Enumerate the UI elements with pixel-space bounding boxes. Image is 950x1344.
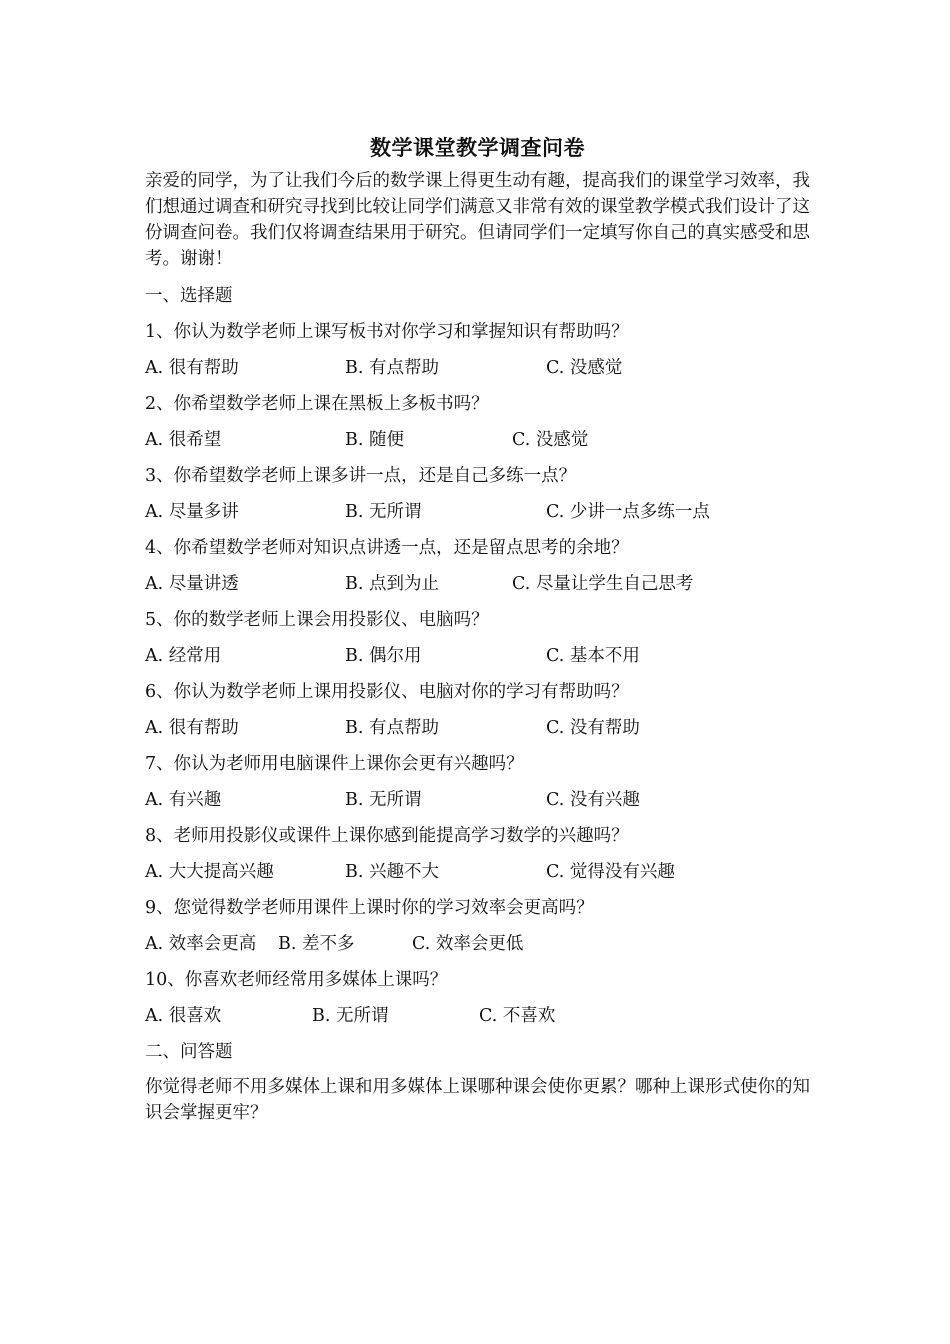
question-text: 7、你认为老师用电脑课件上课你会更有兴趣吗？ bbox=[145, 754, 524, 774]
option-c: C. 少讲一点多练一点 bbox=[546, 502, 710, 522]
options-row bbox=[145, 998, 810, 1034]
option-a: A. 很喜欢 bbox=[145, 1006, 222, 1026]
option-a: A. 很希望 bbox=[145, 430, 222, 450]
question-block-4 bbox=[145, 530, 810, 602]
question-text: 1、你认为数学老师上课写板书对你学习和掌握知识有帮助吗？ bbox=[145, 322, 629, 342]
option-c: C. 没感觉 bbox=[512, 430, 589, 450]
option-c: C. 没有兴趣 bbox=[546, 790, 640, 810]
question-block-1 bbox=[145, 314, 810, 386]
question-block-10 bbox=[145, 962, 810, 1034]
option-a: A. 尽量讲透 bbox=[145, 574, 239, 594]
intro-paragraph: 亲爱的同学，为了让我们今后的数学课上得更生动有趣，提高我们的课堂学习效率，我们想通过调查和研究寻找到比较让同学们满意又非常有效的课堂教学模式我们设计了这份调查问卷。我们仅将调查结果用于研究。但请同学们一定填写你自己的真实感受和思考。谢谢！ bbox=[145, 171, 810, 269]
survey-document bbox=[145, 128, 810, 1126]
option-b: B. 点到为止 bbox=[345, 574, 439, 594]
options-row bbox=[145, 350, 810, 386]
options-row bbox=[145, 926, 810, 962]
option-b: B. 有点帮助 bbox=[345, 358, 439, 378]
option-b: B. 无所谓 bbox=[312, 1006, 389, 1026]
question-block-9 bbox=[145, 890, 810, 962]
question-block-3 bbox=[145, 458, 810, 530]
option-a: A. 效率会更高 bbox=[145, 934, 257, 954]
question-text: 5、你的数学老师上课会用投影仪、电脑吗？ bbox=[145, 610, 489, 630]
option-a: A. 经常用 bbox=[145, 646, 222, 666]
option-b: B. 兴趣不大 bbox=[345, 862, 439, 882]
option-a: A. 很有帮助 bbox=[145, 718, 239, 738]
option-a: A. 有兴趣 bbox=[145, 790, 222, 810]
option-c: C. 尽量让学生自己思考 bbox=[512, 574, 694, 594]
option-b: B. 有点帮助 bbox=[345, 718, 439, 738]
question-text: 10、你喜欢老师经常用多媒体上课吗？ bbox=[145, 970, 448, 990]
options-row bbox=[145, 494, 810, 530]
question-text: 8、老师用投影仪或课件上课你感到能提高学习数学的兴趣吗？ bbox=[145, 826, 629, 846]
option-c: C. 不喜欢 bbox=[479, 1006, 556, 1026]
question-text: 4、你希望数学老师对知识点讲透一点，还是留点思考的余地？ bbox=[145, 538, 629, 558]
option-a: A. 大大提高兴趣 bbox=[145, 862, 274, 882]
question-block-2 bbox=[145, 386, 810, 458]
option-b: B. 无所谓 bbox=[345, 502, 422, 522]
question-block-6 bbox=[145, 674, 810, 746]
option-a: A. 很有帮助 bbox=[145, 358, 239, 378]
question-text: 6、你认为数学老师上课用投影仪、电脑对你的学习有帮助吗？ bbox=[145, 682, 629, 702]
question-text: 3、你希望数学老师上课多讲一点，还是自己多练一点？ bbox=[145, 466, 577, 486]
options-row bbox=[145, 782, 810, 818]
options-row bbox=[145, 854, 810, 890]
option-c: C. 没有帮助 bbox=[546, 718, 640, 738]
option-b: B. 随便 bbox=[345, 430, 404, 450]
option-c: C. 觉得没有兴趣 bbox=[546, 862, 675, 882]
section-heading-choice: 一、选择题 bbox=[145, 286, 233, 306]
option-b: B. 偶尔用 bbox=[345, 646, 422, 666]
question-block-5 bbox=[145, 602, 810, 674]
question-block-8 bbox=[145, 818, 810, 890]
question-block-7 bbox=[145, 746, 810, 818]
page-title: 数学课堂教学调查问卷 bbox=[370, 135, 585, 160]
option-b: B. 无所谓 bbox=[345, 790, 422, 810]
option-c: C. 效率会更低 bbox=[412, 934, 524, 954]
essay-question: 你觉得老师不用多媒体上课和用多媒体上课哪种课会使你更累？哪种上课形式使你的知识会掌握更牢？ bbox=[145, 1077, 810, 1123]
question-text: 2、你希望数学老师上课在黑板上多板书吗？ bbox=[145, 394, 489, 414]
option-c: C. 没感觉 bbox=[546, 358, 623, 378]
options-row bbox=[145, 566, 810, 602]
option-b: B. 差不多 bbox=[278, 934, 355, 954]
options-row bbox=[145, 422, 810, 458]
options-row bbox=[145, 638, 810, 674]
option-a: A. 尽量多讲 bbox=[145, 502, 239, 522]
section-heading-essay: 二、问答题 bbox=[145, 1042, 233, 1062]
option-c: C. 基本不用 bbox=[546, 646, 640, 666]
question-text: 9、您觉得数学老师用课件上课时你的学习效率会更高吗？ bbox=[145, 898, 594, 918]
options-row bbox=[145, 710, 810, 746]
